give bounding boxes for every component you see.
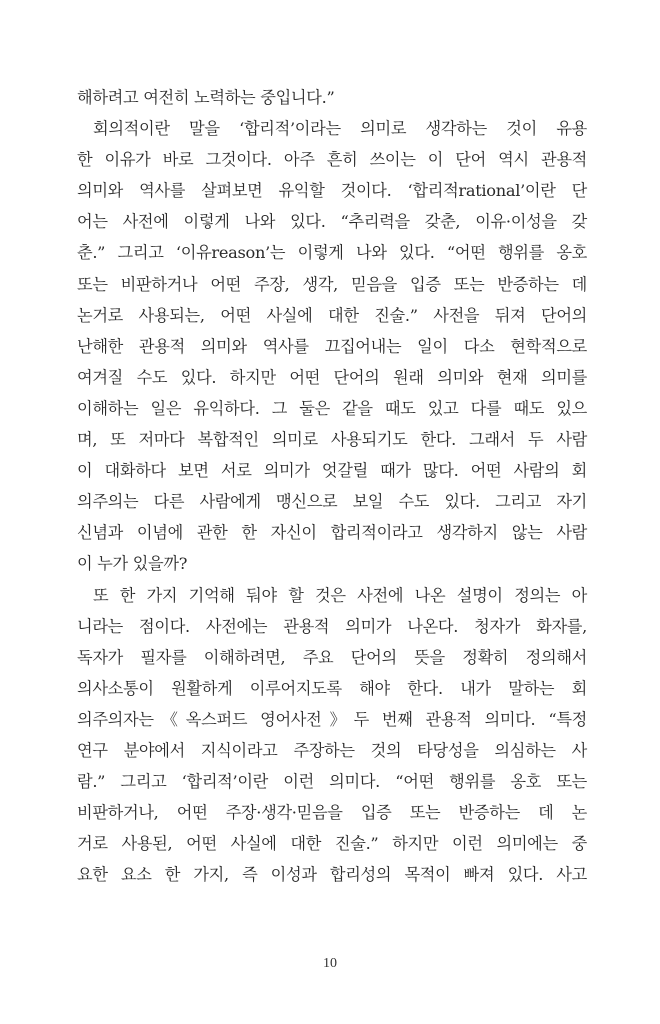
- text-line: 며, 또 저마다 복합적인 의미로 사용되기도 한다. 그래서 두 사람: [77, 430, 587, 450]
- text-line: 해하려고 여전히 노력하는 중입니다.”: [77, 88, 335, 107]
- text-line: 이 누가 있을까?: [77, 554, 188, 574]
- text-line: 요한 요소 한 가지, 즉 이성과 합리성의 목적이 빠져 있다. 사고: [77, 865, 587, 885]
- text-line: 난해한 관용적 의미와 역사를 끄집어내는 일이 다소 현학적으로: [77, 336, 587, 356]
- text-line: 여겨질 수도 있다. 하지만 어떤 단어의 원래 의미와 현재 의미를: [77, 367, 587, 387]
- text-line: 또는 비판하거나 어떤 주장, 생각, 믿음을 입증 또는 반증하는 데: [77, 274, 587, 294]
- text-line: 회의적이란 말을 ‘합리적’이라는 의미로 생각하는 것이 유용: [93, 119, 587, 139]
- text-line: 의미와 역사를 살펴보면 유익할 것이다. ‘합리적rational’이란 단: [77, 181, 587, 201]
- text-line: 이해하는 일은 유익하다. 그 둘은 같을 때도 있고 다를 때도 있으: [77, 398, 587, 418]
- page-number: 10: [323, 956, 337, 971]
- text-line: 독자가 필자를 이해하려면, 주요 단어의 뜻을 정확히 정의해서: [77, 647, 587, 667]
- text-line: 니라는 점이다. 사전에는 관용적 의미가 나온다. 청자가 화자를,: [77, 616, 587, 636]
- text-line: 거로 사용된, 어떤 사실에 대한 진술.” 하지만 이런 의미에는 중: [77, 834, 587, 854]
- text-line: 또 한 가지 기억해 둬야 할 것은 사전에 나온 설명이 정의는 아: [93, 585, 587, 605]
- text-line: 신념과 이념에 관한 한 자신이 합리적이라고 생각하지 않는 사람: [77, 523, 587, 543]
- text-line: 논거로 사용되는, 어떤 사실에 대한 진술.” 사전을 뒤져 단어의: [77, 305, 587, 325]
- text-line: 람.” 그리고 ‘합리적’이란 이런 의미다. “어떤 행위를 옹호 또는: [77, 772, 587, 792]
- body-text: [77, 82, 587, 890]
- text-line: 의주의자는《옥스퍼드 영어사전》두 번째 관용적 의미다. “특정: [77, 709, 587, 729]
- text-line: 비판하거나, 어떤 주장·생각·믿음을 입증 또는 반증하는 데 논: [77, 803, 587, 823]
- text-line: 어는 사전에 이렇게 나와 있다. “추리력을 갖춘, 이유·이성을 갖: [77, 212, 587, 232]
- text-line: 의주의는 다른 사람에게 맹신으로 보일 수도 있다. 그리고 자기: [77, 492, 587, 512]
- text-line: 연구 분야에서 지식이라고 주장하는 것의 타당성을 의심하는 사: [77, 740, 587, 760]
- text-line: 이 대화하다 보면 서로 의미가 엇갈릴 때가 많다. 어떤 사람의 회: [77, 461, 587, 481]
- text-line: 의사소통이 원활하게 이루어지도록 해야 한다. 내가 말하는 회: [77, 678, 587, 698]
- text-line: 춘.” 그리고 ‘이유reason’는 이렇게 나와 있다. “어떤 행위를 옹호: [77, 243, 587, 263]
- text-line: 한 이유가 바로 그것이다. 아주 흔히 쓰이는 이 단어 역시 관용적: [77, 150, 587, 170]
